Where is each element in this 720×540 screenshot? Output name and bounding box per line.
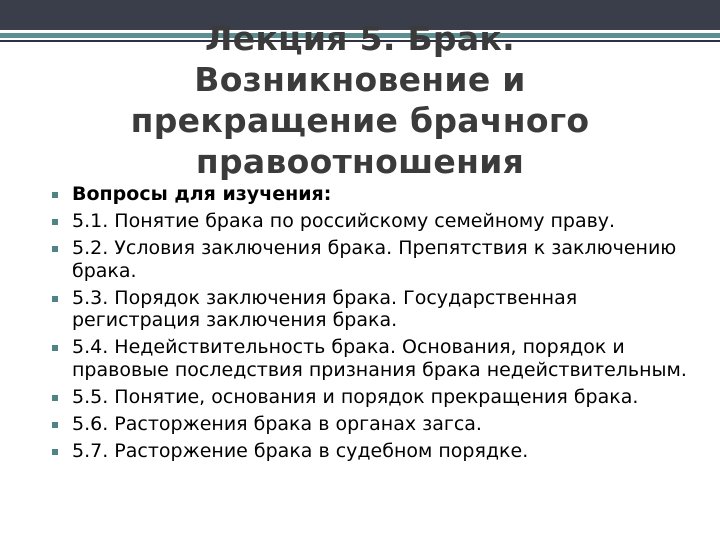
title-line-2: Возникновение и: [194, 60, 526, 99]
list-item-text: 5.2. Условия заключения брака. Препятствия к заключению брака.: [72, 237, 677, 282]
list-item: [52, 440, 692, 463]
list-item-text: 5.5. Понятие, основания и порядок прекращения брака.: [72, 385, 639, 408]
title-line-4: правоотношения: [195, 142, 525, 181]
list-item-text: 5.3. Порядок заключения брака. Государственная регистрация заключения брака.: [72, 286, 578, 332]
list-item-text: 5.4. Недействительность брака. Основания, порядок и правовые последствия признания брака недействительным.: [72, 336, 687, 381]
bullet-square-icon: [52, 449, 58, 455]
list-item-text: 5.7. Расторжение брака в судебном порядке.: [72, 440, 529, 463]
list-item: [52, 386, 692, 409]
slide-title: [40, 18, 680, 182]
list-item: [52, 287, 692, 332]
bullet-square-icon: [52, 219, 58, 225]
list-item-text: 5.1. Понятие брака по российскому семейному праву.: [72, 210, 616, 233]
title-line-1: Лекция 5. Брак.: [205, 19, 515, 58]
bullet-square-icon: [52, 246, 58, 252]
list-item-text: 5.6. Расторжения брака в органах загса.: [72, 413, 482, 436]
list-item: [52, 237, 692, 282]
list-item: [52, 210, 692, 233]
list-item-text: Вопросы для изучения:: [72, 183, 332, 205]
bullet-square-icon: [52, 192, 58, 198]
list-item-heading: [52, 183, 692, 206]
topics-list: [52, 183, 692, 467]
bullet-square-icon: [52, 296, 58, 302]
bullet-square-icon: [52, 422, 58, 428]
list-item: [52, 336, 692, 381]
title-line-3: прекращение брачного: [130, 101, 590, 140]
bullet-square-icon: [52, 345, 58, 351]
list-item: [52, 413, 692, 436]
bullet-square-icon: [52, 395, 58, 401]
